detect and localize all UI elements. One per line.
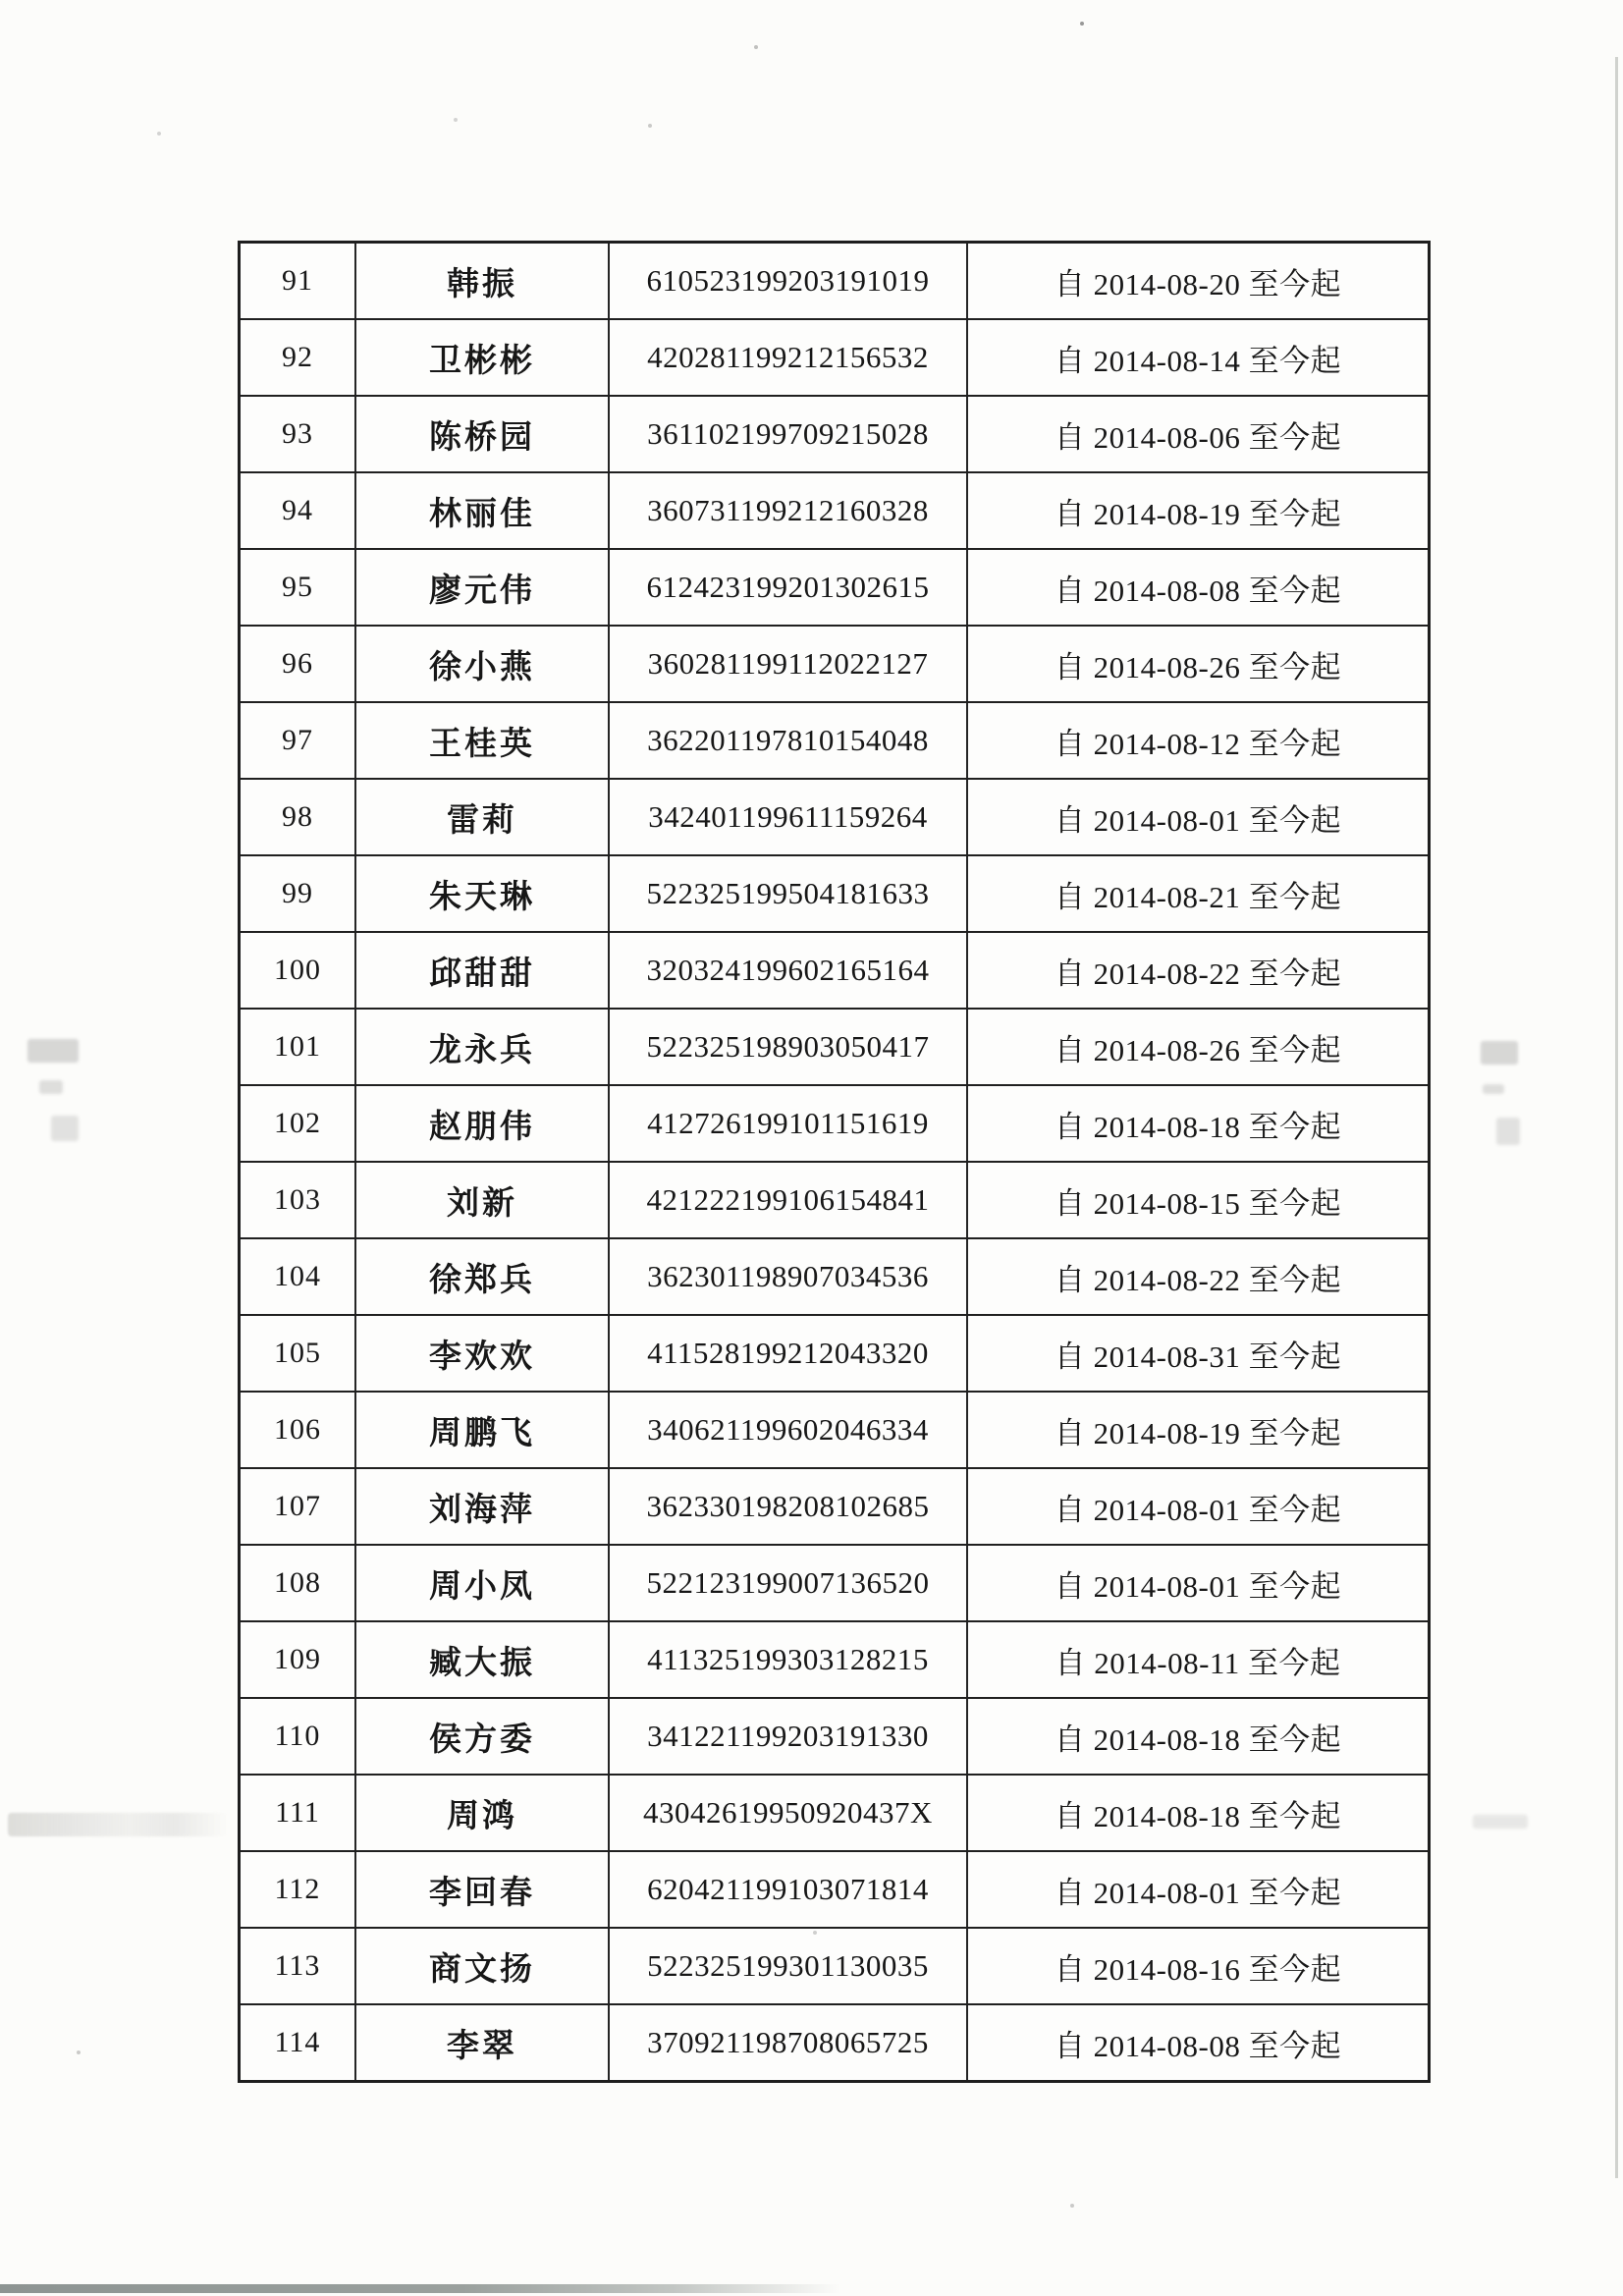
table-cell-period: 自 2014-08-01 至今起: [967, 1468, 1430, 1545]
table-cell-name: 雷莉: [355, 779, 609, 855]
table-cell-number: 104: [240, 1238, 356, 1315]
table-cell-period: 自 2014-08-21 至今起: [967, 855, 1430, 932]
scan-smudge: [1496, 1118, 1520, 1145]
table-cell-period: 自 2014-08-01 至今起: [967, 779, 1430, 855]
table-cell-name: 徐小燕: [355, 626, 609, 702]
table-cell-name: 邱甜甜: [355, 932, 609, 1009]
table-cell-id-number: 342401199611159264: [609, 779, 967, 855]
table-cell-period: 自 2014-08-15 至今起: [967, 1162, 1430, 1238]
scan-speck: [1080, 22, 1084, 26]
table-cell-id-number: 360731199212160328: [609, 472, 967, 549]
table-cell-name: 卫彬彬: [355, 319, 609, 396]
table-cell-number: 97: [240, 702, 356, 779]
table-cell-number: 101: [240, 1009, 356, 1085]
table-cell-id-number: 522325198903050417: [609, 1009, 967, 1085]
table-cell-number: 108: [240, 1545, 356, 1621]
table-row: [240, 243, 1430, 320]
table-row: [240, 1315, 1430, 1392]
table-cell-period: 自 2014-08-18 至今起: [967, 1698, 1430, 1775]
table-cell-id-number: 370921198708065725: [609, 2004, 967, 2082]
table-cell-period: 自 2014-08-18 至今起: [967, 1085, 1430, 1162]
table-cell-period: 自 2014-08-01 至今起: [967, 1545, 1430, 1621]
scan-bottom-edge-line: [0, 2284, 840, 2293]
table-cell-number: 98: [240, 779, 356, 855]
table-cell-id-number: 340621199602046334: [609, 1392, 967, 1468]
table-cell-number: 93: [240, 396, 356, 472]
table-row: [240, 472, 1430, 549]
table-cell-number: 99: [240, 855, 356, 932]
scan-smudge-band: [8, 1813, 229, 1836]
table-cell-number: 103: [240, 1162, 356, 1238]
table-cell-name: 韩振: [355, 243, 609, 320]
table-cell-number: 114: [240, 2004, 356, 2082]
table-cell-name: 徐郑兵: [355, 1238, 609, 1315]
table-cell-id-number: 43042619950920437X: [609, 1775, 967, 1851]
table-cell-number: 111: [240, 1775, 356, 1851]
table-cell-name: 周小凤: [355, 1545, 609, 1621]
table-cell-id-number: 420281199212156532: [609, 319, 967, 396]
table-cell-id-number: 522325199301130035: [609, 1928, 967, 2004]
table-row: [240, 1621, 1430, 1698]
table-cell-period: 自 2014-08-08 至今起: [967, 2004, 1430, 2082]
table-cell-id-number: 620421199103071814: [609, 1851, 967, 1928]
table-cell-name: 王桂英: [355, 702, 609, 779]
table-row: [240, 1468, 1430, 1545]
scan-speck: [77, 2050, 81, 2054]
table-row: [240, 1851, 1430, 1928]
table-cell-period: 自 2014-08-26 至今起: [967, 626, 1430, 702]
table-cell-id-number: 522325199504181633: [609, 855, 967, 932]
table-cell-number: 94: [240, 472, 356, 549]
table-cell-number: 95: [240, 549, 356, 626]
table-cell-id-number: 320324199602165164: [609, 932, 967, 1009]
table-cell-id-number: 362201197810154048: [609, 702, 967, 779]
scan-smudge: [39, 1080, 63, 1094]
table-cell-name: 陈桥园: [355, 396, 609, 472]
table-cell-period: 自 2014-08-11 至今起: [967, 1621, 1430, 1698]
table-row: [240, 626, 1430, 702]
scan-smudge: [1481, 1041, 1518, 1065]
table-cell-number: 91: [240, 243, 356, 320]
table-row: [240, 779, 1430, 855]
table-row: [240, 1545, 1430, 1621]
table-cell-id-number: 411325199303128215: [609, 1621, 967, 1698]
table-cell-name: 侯方委: [355, 1698, 609, 1775]
table-cell-period: 自 2014-08-22 至今起: [967, 932, 1430, 1009]
table-cell-id-number: 421222199106154841: [609, 1162, 967, 1238]
table-cell-number: 112: [240, 1851, 356, 1928]
table-cell-period: 自 2014-08-20 至今起: [967, 243, 1430, 320]
table-cell-name: 刘海萍: [355, 1468, 609, 1545]
table-cell-period: 自 2014-08-19 至今起: [967, 472, 1430, 549]
table-row: [240, 932, 1430, 1009]
table-row: [240, 1085, 1430, 1162]
table-cell-name: 廖元伟: [355, 549, 609, 626]
table-cell-id-number: 362330198208102685: [609, 1468, 967, 1545]
scan-speck: [454, 118, 458, 122]
table-cell-period: 自 2014-08-26 至今起: [967, 1009, 1430, 1085]
table-cell-number: 102: [240, 1085, 356, 1162]
table-cell-name: 商文扬: [355, 1928, 609, 2004]
table-cell-id-number: 522123199007136520: [609, 1545, 967, 1621]
table-cell-id-number: 360281199112022127: [609, 626, 967, 702]
table-row: [240, 855, 1430, 932]
table-cell-number: 100: [240, 932, 356, 1009]
table-cell-number: 107: [240, 1468, 356, 1545]
table-cell-period: 自 2014-08-31 至今起: [967, 1315, 1430, 1392]
scan-smudge: [1473, 1815, 1528, 1829]
table-cell-name: 龙永兵: [355, 1009, 609, 1085]
table-cell-number: 105: [240, 1315, 356, 1392]
table-cell-id-number: 362301198907034536: [609, 1238, 967, 1315]
scan-speck: [648, 124, 652, 128]
table-cell-period: 自 2014-08-08 至今起: [967, 549, 1430, 626]
table-cell-id-number: 610523199203191019: [609, 243, 967, 320]
table-cell-name: 周鹏飞: [355, 1392, 609, 1468]
table-cell-name: 周鸿: [355, 1775, 609, 1851]
table-row: [240, 1928, 1430, 2004]
table-cell-number: 96: [240, 626, 356, 702]
table-cell-id-number: 412726199101151619: [609, 1085, 967, 1162]
table-row: [240, 2004, 1430, 2082]
table-cell-name: 林丽佳: [355, 472, 609, 549]
roster-table: [238, 241, 1431, 2083]
table-row: [240, 396, 1430, 472]
table-cell-name: 朱天琳: [355, 855, 609, 932]
table-row: [240, 1238, 1430, 1315]
table-row: [240, 1775, 1430, 1851]
table-cell-period: 自 2014-08-06 至今起: [967, 396, 1430, 472]
table-cell-number: 92: [240, 319, 356, 396]
table-cell-name: 李回春: [355, 1851, 609, 1928]
table-cell-name: 刘新: [355, 1162, 609, 1238]
table-cell-period: 自 2014-08-22 至今起: [967, 1238, 1430, 1315]
table-cell-period: 自 2014-08-18 至今起: [967, 1775, 1430, 1851]
table-row: [240, 1009, 1430, 1085]
table-row: [240, 1698, 1430, 1775]
table-row: [240, 1392, 1430, 1468]
table-cell-name: 李翠: [355, 2004, 609, 2082]
table-cell-name: 赵朋伟: [355, 1085, 609, 1162]
table-cell-period: 自 2014-08-14 至今起: [967, 319, 1430, 396]
table-cell-period: 自 2014-08-01 至今起: [967, 1851, 1430, 1928]
table-cell-name: 臧大振: [355, 1621, 609, 1698]
scan-smudge: [51, 1116, 79, 1141]
table-cell-id-number: 341221199203191330: [609, 1698, 967, 1775]
table-cell-number: 110: [240, 1698, 356, 1775]
table-row: [240, 702, 1430, 779]
scan-smudge: [1483, 1084, 1504, 1094]
table-cell-number: 109: [240, 1621, 356, 1698]
table-row: [240, 549, 1430, 626]
table-row: [240, 319, 1430, 396]
table-cell-period: 自 2014-08-19 至今起: [967, 1392, 1430, 1468]
table-cell-number: 113: [240, 1928, 356, 2004]
table-cell-id-number: 612423199201302615: [609, 549, 967, 626]
table-cell-period: 自 2014-08-12 至今起: [967, 702, 1430, 779]
table-cell-id-number: 361102199709215028: [609, 396, 967, 472]
table-cell-number: 106: [240, 1392, 356, 1468]
table-cell-id-number: 411528199212043320: [609, 1315, 967, 1392]
table-cell-name: 李欢欢: [355, 1315, 609, 1392]
scan-speck: [1070, 2204, 1074, 2208]
scan-smudge: [27, 1039, 79, 1063]
table-cell-period: 自 2014-08-16 至今起: [967, 1928, 1430, 2004]
scan-right-edge-line: [1615, 57, 1618, 2178]
scan-speck: [157, 132, 161, 136]
scan-speck: [754, 45, 758, 49]
roster-table-body: [240, 243, 1430, 2082]
table-row: [240, 1162, 1430, 1238]
